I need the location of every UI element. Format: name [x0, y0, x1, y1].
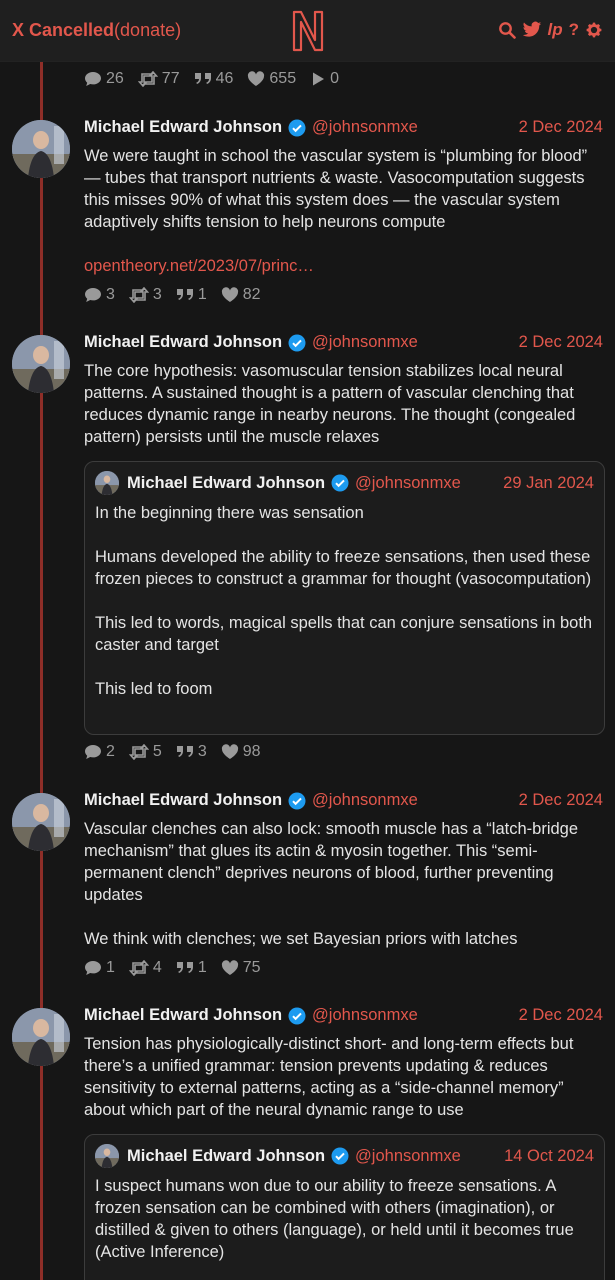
quote-icon [194, 71, 212, 87]
quoted-tweet[interactable] [84, 461, 605, 735]
tweet-date[interactable]: 29 Jan 2024 [503, 473, 594, 492]
tweet-text: Vascular clenches can also lock: smooth muscle has a “latch-bridge mechanism” that glues its actin & myosin together. This “semi-permanent clench” deprives neurons of blood, further preventing updates We think with clenches; we set Bayesian priors with latches [84, 820, 579, 948]
play-icon [310, 71, 326, 87]
like-stat[interactable]: 82 [221, 286, 261, 304]
author-name[interactable]: Michael Edward Johnson [84, 333, 283, 351]
tweet-header [84, 1006, 603, 1025]
tweet-stats [84, 743, 261, 761]
quote-stat[interactable]: 3 [176, 743, 207, 761]
quote-stat[interactable]: 1 [176, 959, 207, 977]
quote-stat[interactable]: 46 [194, 70, 234, 88]
author-handle[interactable]: @johnsonmxe [312, 333, 418, 351]
verified-badge-icon [288, 792, 306, 810]
author-name[interactable]: Michael Edward Johnson [84, 791, 283, 809]
retweet-stat[interactable]: 77 [138, 70, 180, 88]
retweet-stat[interactable]: 5 [129, 743, 162, 761]
avatar[interactable] [12, 120, 70, 178]
quote-stat[interactable]: 1 [176, 286, 207, 304]
tweet-link[interactable]: opentheory.net/2023/07/princ… [84, 257, 314, 275]
tweet-date[interactable]: 2 Dec 2024 [518, 118, 603, 136]
tweet-date[interactable]: 14 Oct 2024 [504, 1146, 594, 1165]
avatar[interactable] [12, 1008, 70, 1066]
heart-icon [221, 287, 239, 303]
author-handle[interactable]: @johnsonmxe [312, 1006, 418, 1024]
verified-badge-icon [331, 1147, 349, 1165]
quote-text: In the beginning there was sensation Humans developed the ability to freeze sensations, then used these frozen pieces to construct a grammar for thought (vasocomputation) This led to words, magical spells that can conjure sensations in both caster and target This led to foom [95, 504, 593, 698]
brand-link[interactable] [12, 20, 181, 41]
retweet-icon [129, 960, 149, 976]
tweet-text: The core hypothesis: vasomuscular tension stabilizes local neural patterns. A sustained thought is a pattern of vascular clenching that reduces dynamic range in nearby neurons. The thought (congealed pattern) persists until the muscle relaxes [84, 362, 576, 446]
author-name[interactable]: Michael Edward Johnson [127, 1146, 326, 1165]
author-handle[interactable]: @johnsonmxe [312, 791, 418, 809]
tweet-stats [84, 959, 261, 977]
gear-icon[interactable] [585, 21, 603, 39]
tweet-stats [84, 286, 261, 304]
author-name[interactable]: Michael Edward Johnson [84, 1006, 283, 1024]
avatar[interactable] [12, 793, 70, 851]
tweet-header [84, 791, 603, 810]
tweet-header [84, 118, 603, 137]
quote-header [95, 1144, 594, 1168]
reply-stat[interactable]: 26 [84, 70, 124, 88]
tweet-date[interactable]: 2 Dec 2024 [518, 791, 603, 809]
quote-icon [176, 960, 194, 976]
retweet-icon [138, 71, 158, 87]
retweet-icon [129, 744, 149, 760]
tweet-text: Tension has physiologically-distinct short- and long-term effects but there’s a unified grammar: tension prevents updating & reduces sensitivity to external patterns, acting as a “side-channel memory” about which part of the neural dynamic range to use [84, 1035, 574, 1119]
like-stat[interactable]: 98 [221, 743, 261, 761]
verified-badge-icon [331, 474, 349, 492]
tweet-date[interactable]: 2 Dec 2024 [518, 333, 603, 351]
reply-icon [84, 960, 102, 976]
retweet-icon [129, 287, 149, 303]
tweet-date[interactable]: 2 Dec 2024 [518, 1006, 603, 1024]
reply-stat[interactable]: 3 [84, 286, 115, 304]
author-handle[interactable]: @johnsonmxe [312, 118, 418, 136]
heart-icon [221, 744, 239, 760]
tweet-text: We were taught in school the vascular system is “plumbing for blood” — tubes that transport nutrients & waste. Vasocomputation suggests this misses 90% of what this system does — the vascular system adaptively shifts tension to help neurons compute opentheory.net/2023/07/princ… [84, 147, 588, 275]
donate-link[interactable]: (donate) [114, 20, 182, 40]
search-icon[interactable] [498, 21, 516, 39]
tweet-stats [84, 70, 339, 88]
heart-icon [221, 960, 239, 976]
quoted-tweet[interactable] [84, 1134, 605, 1280]
verified-badge-icon [288, 334, 306, 352]
brand-title[interactable]: X Cancelled [12, 20, 115, 40]
quote-icon [176, 287, 194, 303]
author-name[interactable]: Michael Edward Johnson [127, 473, 326, 492]
tweet-header [84, 333, 603, 352]
reply-stat[interactable]: 1 [84, 959, 115, 977]
avatar [95, 471, 119, 495]
retweet-stat[interactable]: 3 [129, 286, 162, 304]
lp-icon[interactable]: lp [547, 20, 563, 39]
top-nav-bar [0, 0, 615, 62]
reply-stat[interactable]: 2 [84, 743, 115, 761]
views-stat[interactable]: 0 [310, 70, 339, 88]
reply-icon [84, 287, 102, 303]
avatar [95, 1144, 119, 1168]
quote-header [95, 471, 594, 495]
verified-badge-icon [288, 119, 306, 137]
help-icon[interactable]: ? [568, 20, 579, 39]
reply-icon [84, 744, 102, 760]
retweet-stat[interactable]: 4 [129, 959, 162, 977]
nitter-logo-icon[interactable] [290, 10, 326, 52]
verified-badge-icon [288, 1007, 306, 1025]
author-name[interactable]: Michael Edward Johnson [84, 118, 283, 136]
avatar[interactable] [12, 335, 70, 393]
quote-text: I suspect humans won due to our ability to freeze sensations. A frozen sensation can be combined with others (imagination), or distilled & given to others (language), or held until it becomes true (Active Inference) [95, 1177, 574, 1261]
author-handle[interactable]: @johnsonmxe [355, 473, 461, 492]
author-handle[interactable]: @johnsonmxe [355, 1146, 461, 1165]
twitter-bird-icon[interactable] [522, 21, 542, 39]
reply-icon [84, 71, 102, 87]
quote-icon [176, 744, 194, 760]
like-stat[interactable]: 655 [247, 70, 296, 88]
heart-icon [247, 71, 265, 87]
like-stat[interactable]: 75 [221, 959, 261, 977]
thread-line [40, 62, 43, 1280]
